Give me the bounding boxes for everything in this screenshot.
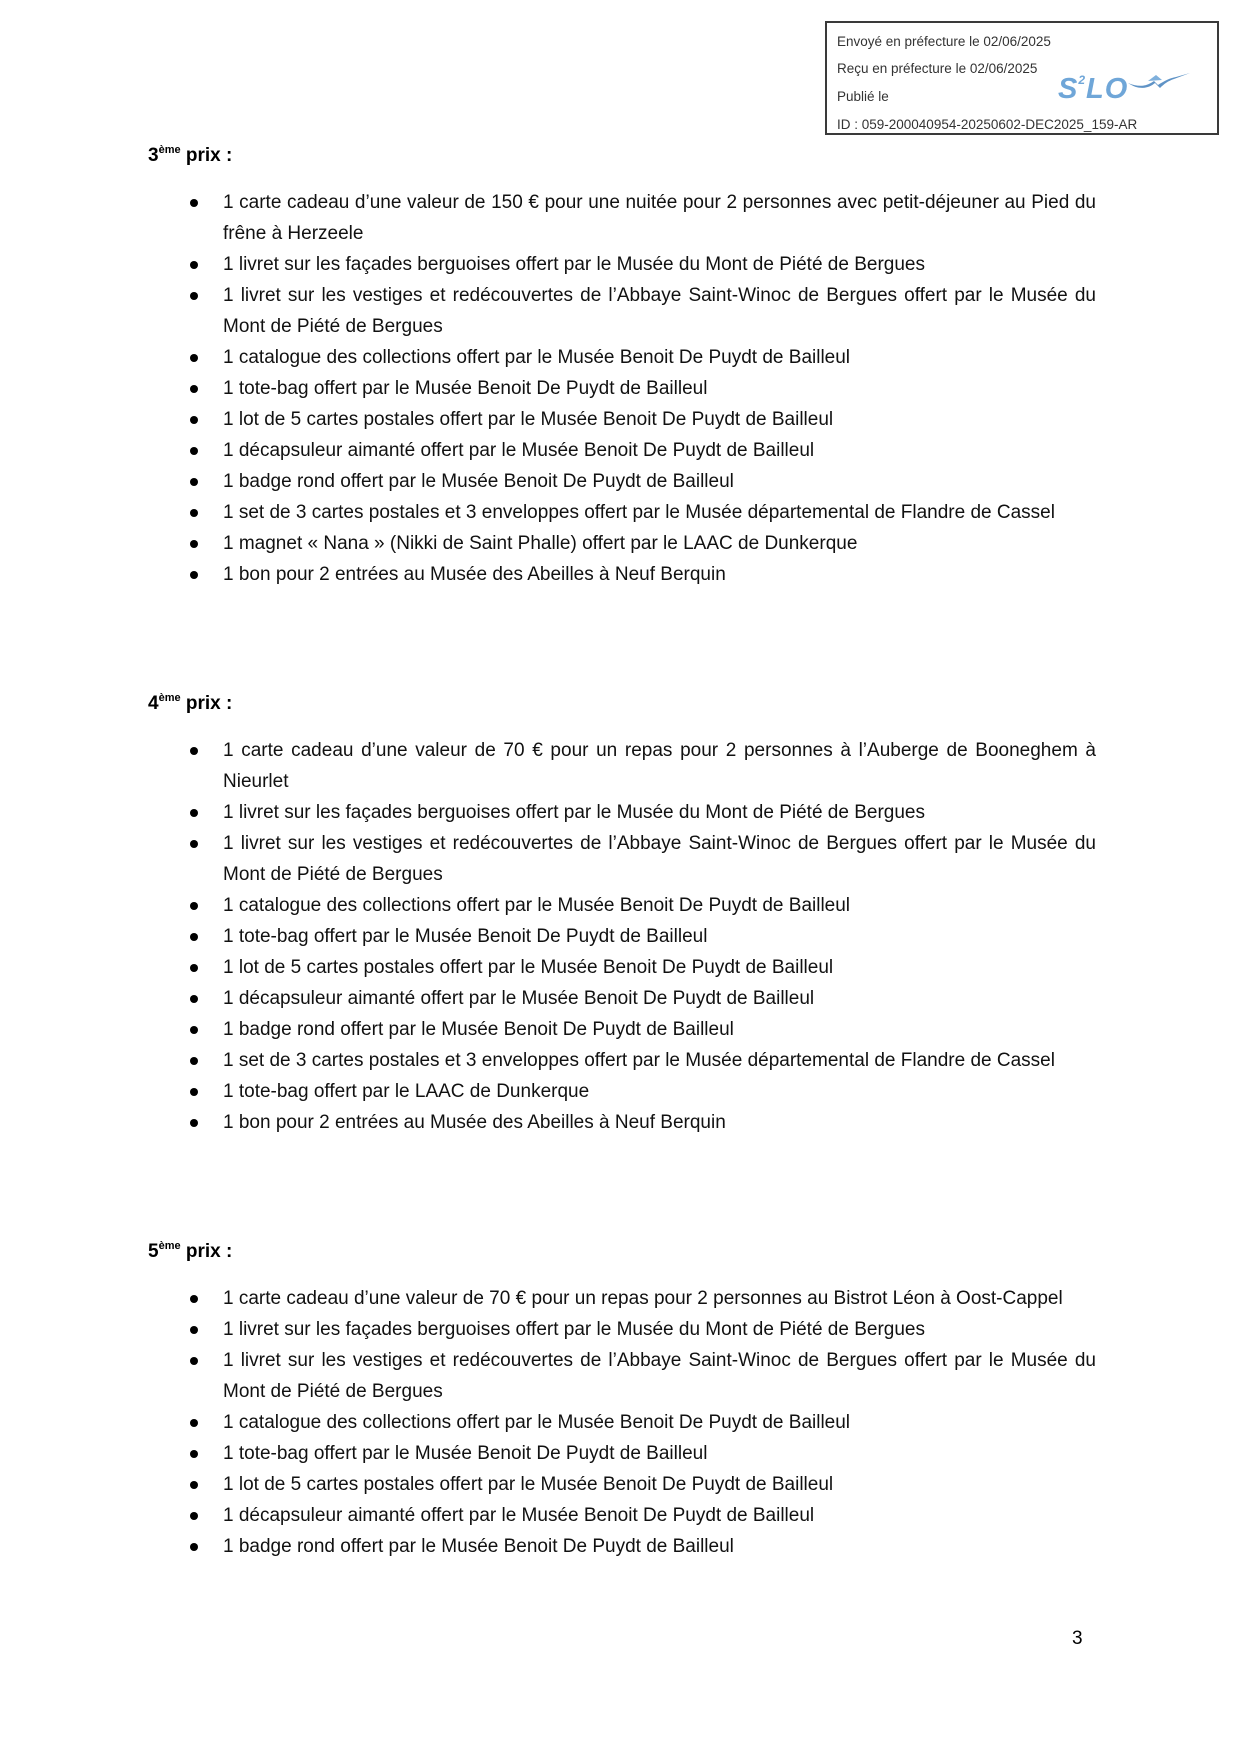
bullet-icon: [190, 1512, 198, 1520]
item-text: 1 carte cadeau d’une valeur de 70 € pour un repas pour 2 personnes à l’Auberge de Booneghem à Nieurlet: [223, 740, 1096, 792]
list-item: [148, 559, 1096, 590]
stamp-received-date: Reçu en préfecture le 02/06/2025: [837, 61, 1038, 76]
list-item: [148, 280, 1096, 342]
item-text: 1 livret sur les façades berguoises offert par le Musée du Mont de Piété de Bergues: [223, 1319, 925, 1340]
prize-label: prix :: [180, 693, 233, 714]
list-item: [148, 187, 1096, 249]
item-text: 1 badge rond offert par le Musée Benoit De Puydt de Bailleul: [223, 471, 734, 492]
prize-list-4: [148, 735, 1096, 1138]
item-text: 1 bon pour 2 entrées au Musée des Abeilles à Neuf Berquin: [223, 1112, 726, 1133]
list-item: [148, 1314, 1096, 1345]
prize-list-5: [148, 1283, 1096, 1562]
bullet-icon: [190, 509, 198, 517]
list-item: [148, 1500, 1096, 1531]
list-item: [148, 435, 1096, 466]
item-text: 1 décapsuleur aimanté offert par le Musée Benoit De Puydt de Bailleul: [223, 440, 815, 461]
list-item: [148, 735, 1096, 797]
list-item: [148, 528, 1096, 559]
prize-rank: 5: [148, 1241, 159, 1262]
list-item: [148, 497, 1096, 528]
item-text: 1 décapsuleur aimanté offert par le Musée Benoit De Puydt de Bailleul: [223, 988, 815, 1009]
item-text: 1 catalogue des collections offert par le Musée Benoit De Puydt de Bailleul: [223, 347, 851, 368]
bullet-icon: [190, 1357, 198, 1365]
list-item: [148, 404, 1096, 435]
item-text: 1 lot de 5 cartes postales offert par le Musée Benoit De Puydt de Bailleul: [223, 957, 834, 978]
item-text: 1 décapsuleur aimanté offert par le Musée Benoit De Puydt de Bailleul: [223, 1505, 815, 1526]
list-item: [148, 1107, 1096, 1138]
list-item: [148, 342, 1096, 373]
bullet-icon: [190, 385, 198, 393]
bullet-icon: [190, 199, 198, 207]
item-text: 1 catalogue des collections offert par le Musée Benoit De Puydt de Bailleul: [223, 1412, 851, 1433]
item-text: 1 livret sur les façades berguoises offert par le Musée du Mont de Piété de Bergues: [223, 254, 925, 275]
item-text: 1 tote-bag offert par le Musée Benoit De Puydt de Bailleul: [223, 1443, 708, 1464]
bullet-icon: [190, 809, 198, 817]
prize-heading-3: [148, 144, 232, 167]
prize-rank-suffix: ème: [158, 692, 181, 704]
prize-heading-4: [148, 692, 232, 715]
list-item: [148, 797, 1096, 828]
bullet-icon: [190, 540, 198, 548]
item-text: 1 bon pour 2 entrées au Musée des Abeilles à Neuf Berquin: [223, 564, 726, 585]
bullet-icon: [190, 1057, 198, 1065]
bullet-icon: [190, 902, 198, 910]
list-item: [148, 1283, 1096, 1314]
stamp-sent-date: Envoyé en préfecture le 02/06/2025: [837, 34, 1051, 49]
list-item: [148, 1438, 1096, 1469]
bullet-icon: [190, 416, 198, 424]
list-item: [148, 952, 1096, 983]
bullet-icon: [190, 1481, 198, 1489]
item-text: 1 set de 3 cartes postales et 3 enveloppes offert par le Musée départemental de Flandre de Cassel: [223, 1050, 1055, 1071]
item-text: 1 lot de 5 cartes postales offert par le Musée Benoit De Puydt de Bailleul: [223, 409, 834, 430]
bullet-icon: [190, 1026, 198, 1034]
item-text: 1 tote-bag offert par le Musée Benoit De Puydt de Bailleul: [223, 378, 708, 399]
prize-rank-suffix: ème: [158, 1240, 181, 1252]
list-item: [148, 249, 1096, 280]
list-item: [148, 1045, 1096, 1076]
list-item: [148, 1014, 1096, 1045]
list-item: [148, 466, 1096, 497]
bullet-icon: [190, 261, 198, 269]
list-item: [148, 1469, 1096, 1500]
list-item: [148, 828, 1096, 890]
item-text: 1 badge rond offert par le Musée Benoit De Puydt de Bailleul: [223, 1536, 734, 1557]
bullet-icon: [190, 571, 198, 579]
bullet-icon: [190, 964, 198, 972]
list-item: [148, 921, 1096, 952]
item-text: 1 tote-bag offert par le Musée Benoit De Puydt de Bailleul: [223, 926, 708, 947]
list-item: [148, 1407, 1096, 1438]
bullet-icon: [190, 747, 198, 755]
prize-list-3: [148, 187, 1096, 590]
item-text: 1 livret sur les façades berguoises offert par le Musée du Mont de Piété de Bergues: [223, 802, 925, 823]
s2lo-logo-text: [1058, 63, 1128, 106]
prize-rank: 3: [148, 145, 159, 166]
bullet-icon: [190, 354, 198, 362]
bullet-icon: [190, 1450, 198, 1458]
item-text: 1 livret sur les vestiges et redécouvertes de l’Abbaye Saint-Winoc de Bergues offert par le Musée du Mont de Piété de Bergues: [223, 1350, 1096, 1402]
bullet-icon: [190, 1119, 198, 1127]
bullet-icon: [190, 1295, 198, 1303]
bullet-icon: [190, 1419, 198, 1427]
stamp-published: Publié le: [837, 89, 889, 104]
stamp-id: ID : 059-200040954-20250602-DEC2025_159-AR: [837, 117, 1138, 132]
list-item: [148, 1531, 1096, 1562]
list-item: [148, 1076, 1096, 1107]
item-text: 1 lot de 5 cartes postales offert par le Musée Benoit De Puydt de Bailleul: [223, 1474, 834, 1495]
logo-s: S: [1058, 73, 1079, 105]
prize-label: prix :: [180, 145, 233, 166]
list-item: [148, 373, 1096, 404]
item-text: 1 livret sur les vestiges et redécouvertes de l’Abbaye Saint-Winoc de Bergues offert par le Musée du Mont de Piété de Bergues: [223, 833, 1096, 885]
item-text: 1 carte cadeau d’une valeur de 150 € pour une nuitée pour 2 personnes avec petit-déjeuner au Pied du frêne à Herzeele: [223, 192, 1096, 244]
s2lo-logo: [1058, 63, 1188, 105]
bullet-icon: [190, 995, 198, 1003]
prize-rank-suffix: ème: [158, 144, 181, 156]
prefecture-stamp: [825, 21, 1219, 135]
item-text: 1 magnet « Nana » (Nikki de Saint Phalle) offert par le LAAC de Dunkerque: [223, 533, 858, 554]
bullet-icon: [190, 1543, 198, 1551]
bullet-icon: [190, 447, 198, 455]
page-number: 3: [1072, 1628, 1083, 1649]
item-text: 1 badge rond offert par le Musée Benoit De Puydt de Bailleul: [223, 1019, 734, 1040]
paper-plane-icon: [1128, 71, 1190, 91]
bullet-icon: [190, 1088, 198, 1096]
prize-label: prix :: [180, 1241, 233, 1262]
item-text: 1 livret sur les vestiges et redécouvertes de l’Abbaye Saint-Winoc de Bergues offert par le Musée du Mont de Piété de Bergues: [223, 285, 1096, 337]
item-text: 1 catalogue des collections offert par le Musée Benoit De Puydt de Bailleul: [223, 895, 851, 916]
list-item: [148, 1345, 1096, 1407]
item-text: 1 tote-bag offert par le LAAC de Dunkerque: [223, 1081, 590, 1102]
item-text: 1 set de 3 cartes postales et 3 enveloppes offert par le Musée départemental de Flandre de Cassel: [223, 502, 1055, 523]
list-item: [148, 983, 1096, 1014]
prize-rank: 4: [148, 693, 159, 714]
bullet-icon: [190, 933, 198, 941]
logo-lo: LO: [1086, 73, 1129, 105]
bullet-icon: [190, 1326, 198, 1334]
item-text: 1 carte cadeau d’une valeur de 70 € pour un repas pour 2 personnes au Bistrot Léon à Oost-Cappel: [223, 1288, 1063, 1309]
bullet-icon: [190, 292, 198, 300]
bullet-icon: [190, 840, 198, 848]
prize-heading-5: [148, 1240, 232, 1263]
list-item: [148, 890, 1096, 921]
logo-superscript: 2: [1078, 73, 1087, 87]
bullet-icon: [190, 478, 198, 486]
